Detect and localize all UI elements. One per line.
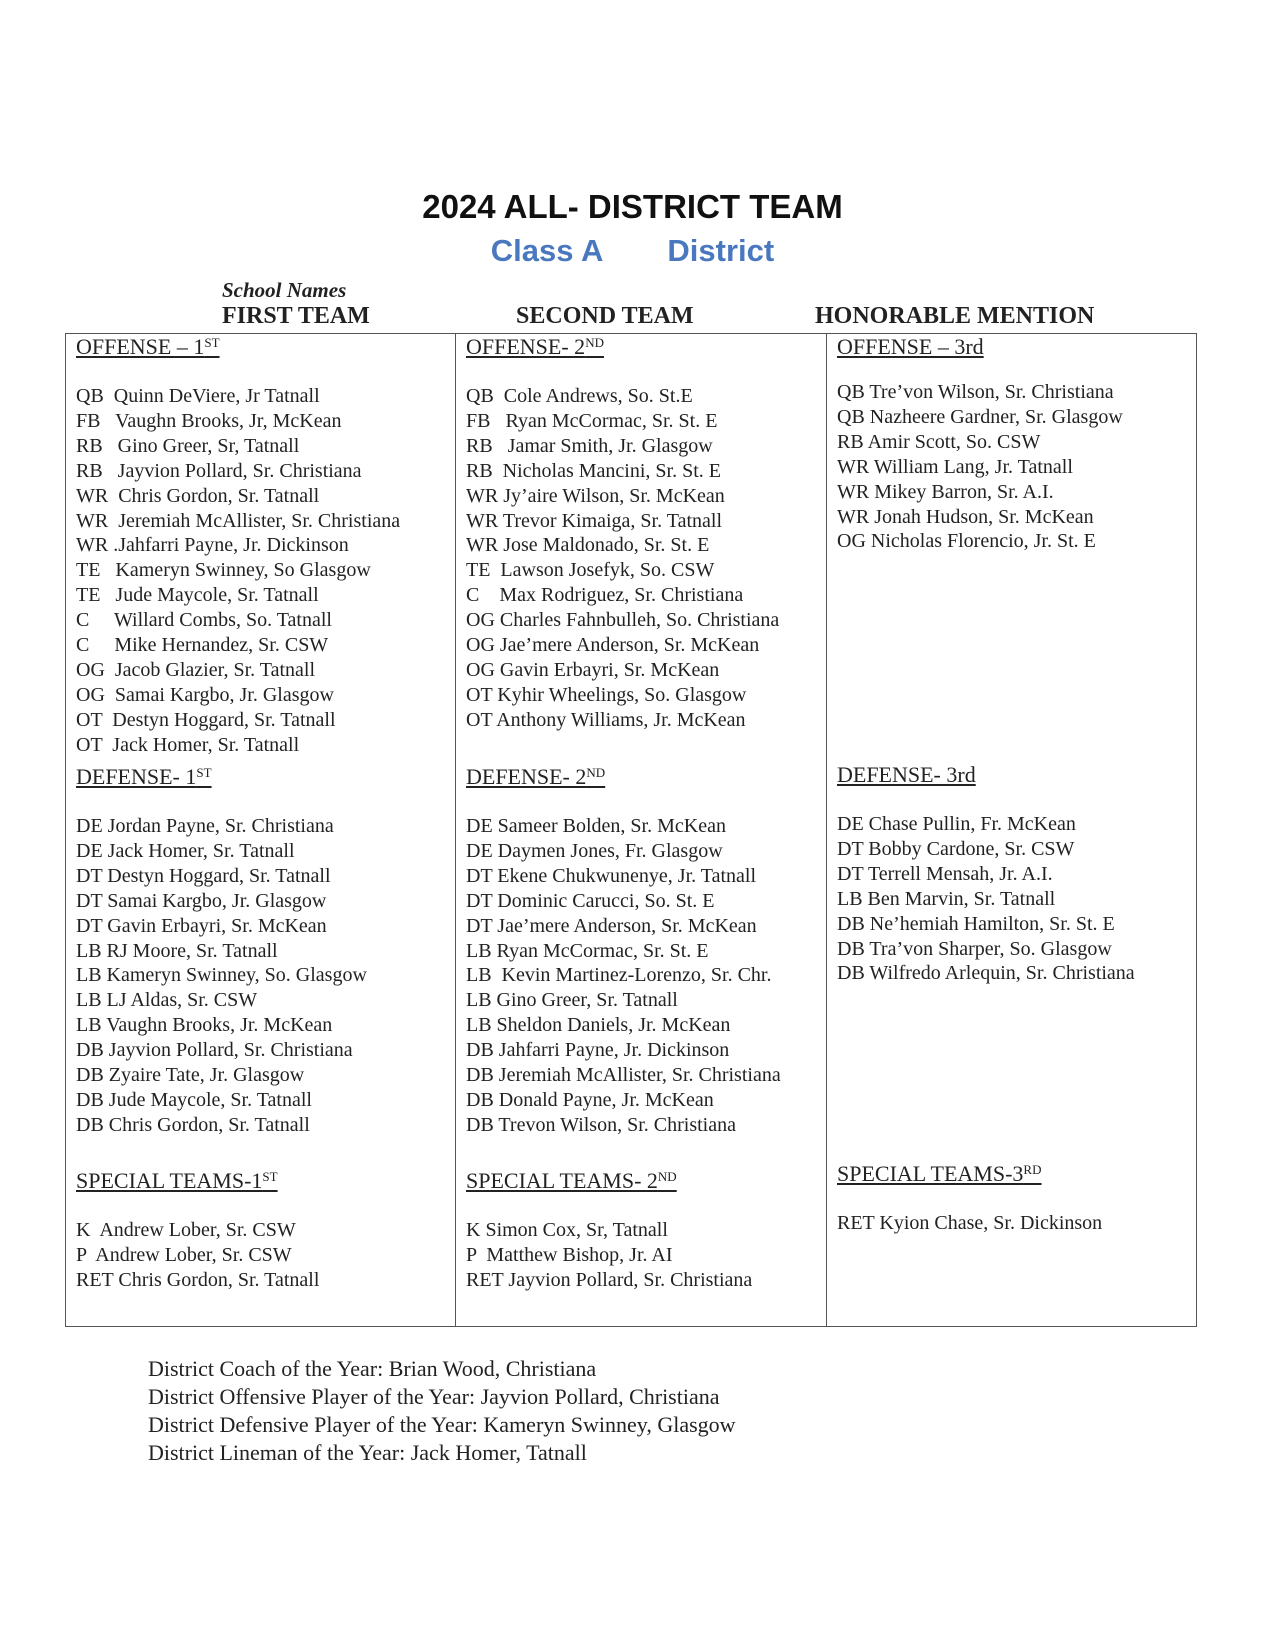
player-entry: QB Tre’von Wilson, Sr. Christiana <box>837 381 1114 403</box>
column-divider <box>826 334 827 1326</box>
player-entry: LB Vaughn Brooks, Jr. McKean <box>76 1014 333 1037</box>
hm-offense-list <box>837 380 1123 554</box>
second-defense-list <box>466 814 781 1138</box>
hm-special-section <box>837 1161 1102 1236</box>
player-entry: DT Gavin Erbayri, Sr. McKean <box>76 914 327 937</box>
player-entry: DB Chris Gordon, Sr. Tatnall <box>76 1113 310 1136</box>
player-entry: WR William Lang, Jr. Tatnall <box>837 455 1073 478</box>
player-entry: P Matthew Bishop, Jr. AI <box>466 1243 673 1266</box>
first-defense-heading: DEFENSE- 1ST <box>76 764 212 789</box>
player-entry: DB Tra’von Sharper, So. Glasgow <box>837 937 1112 960</box>
honorable-mention-heading: HONORABLE MENTION <box>815 303 1095 329</box>
player-entry: RB Jamar Smith, Jr. Glasgow <box>466 434 713 457</box>
second-special-list <box>466 1218 752 1293</box>
player-entry: DB Jeremiah McAllister, Sr. Christiana <box>466 1064 781 1087</box>
player-entry: OT Jack Homer, Sr. Tatnall <box>76 733 300 756</box>
first-special-heading: SPECIAL TEAMS-1ST <box>76 1168 278 1193</box>
player-entry: P Andrew Lober, Sr. CSW <box>76 1243 292 1266</box>
player-entry: DT Jae’mere Anderson, Sr. McKean <box>466 914 757 937</box>
player-entry: DE Chase Pullin, Fr. McKean <box>837 813 1076 835</box>
second-special-heading: SPECIAL TEAMS- 2ND <box>466 1168 677 1193</box>
player-entry: LB RJ Moore, Sr. Tatnall <box>76 939 278 962</box>
hm-special-list <box>837 1211 1102 1236</box>
award-line: District Defensive Player of the Year: Kameryn Swinney, Glasgow <box>148 1412 736 1437</box>
player-entry: LB LJ Aldas, Sr. CSW <box>76 989 258 1012</box>
award-line: District Lineman of the Year: Jack Homer, Tatnall <box>148 1440 587 1465</box>
player-entry: LB Kevin Martinez-Lorenzo, Sr. Chr. <box>466 964 772 987</box>
roster-table <box>65 333 1197 1327</box>
player-entry: OT Destyn Hoggard, Sr. Tatnall <box>76 708 336 731</box>
player-entry: DB Ne’hemiah Hamilton, Sr. St. E <box>837 912 1115 935</box>
second-special-section <box>466 1168 752 1293</box>
second-offense-section <box>466 334 779 733</box>
player-entry: OG Samai Kargbo, Jr. Glasgow <box>76 683 334 706</box>
player-entry: LB Kameryn Swinney, So. Glasgow <box>76 964 367 987</box>
player-entry: WR Mikey Barron, Sr. A.I. <box>837 480 1054 503</box>
player-entry: OG Jacob Glazier, Sr. Tatnall <box>76 658 316 681</box>
player-entry: C Max Rodriguez, Sr. Christiana <box>466 584 744 607</box>
award-line: District Offensive Player of the Year: Jayvion Pollard, Christiana <box>148 1384 720 1409</box>
player-entry: OG Nicholas Florencio, Jr. St. E <box>837 530 1096 553</box>
hm-defense-heading: DEFENSE- 3rd <box>837 762 976 787</box>
player-entry: DB Wilfredo Arlequin, Sr. Christiana <box>837 962 1135 985</box>
player-entry: WR .Jahfarri Payne, Jr. Dickinson <box>76 534 349 557</box>
player-entry: DE Jack Homer, Sr. Tatnall <box>76 839 295 862</box>
player-entry: DT Dominic Carucci, So. St. E <box>466 889 715 912</box>
player-entry: DT Bobby Cardone, Sr. CSW <box>837 837 1075 860</box>
player-entry: C Mike Hernandez, Sr. CSW <box>76 634 329 657</box>
player-entry: OT Anthony Williams, Jr. McKean <box>466 708 746 731</box>
player-entry: RB Jayvion Pollard, Sr. Christiana <box>76 459 362 482</box>
district-label: District <box>667 233 775 268</box>
first-team-heading: FIRST TEAM <box>222 303 370 329</box>
player-entry: RB Gino Greer, Sr, Tatnall <box>76 434 300 457</box>
first-defense-list <box>76 814 367 1138</box>
page-subtitle <box>0 233 1265 269</box>
hm-special-heading: SPECIAL TEAMS-3RD <box>837 1161 1042 1186</box>
player-entry: DE Sameer Bolden, Sr. McKean <box>466 815 726 837</box>
player-entry: LB Ryan McCormac, Sr. St. E <box>466 939 709 962</box>
second-defense-heading: DEFENSE- 2ND <box>466 764 606 789</box>
player-entry: RB Nicholas Mancini, Sr. St. E <box>466 459 721 482</box>
class-label: Class A <box>490 233 604 268</box>
hm-offense-heading: OFFENSE – 3rd <box>837 334 984 359</box>
player-entry: RET Kyion Chase, Sr. Dickinson <box>837 1212 1103 1234</box>
player-entry: DE Daymen Jones, Fr. Glasgow <box>466 839 723 862</box>
second-team-heading: SECOND TEAM <box>516 303 694 329</box>
player-entry: K Andrew Lober, Sr. CSW <box>76 1219 296 1241</box>
player-entry: DB Zyaire Tate, Jr. Glasgow <box>76 1064 305 1087</box>
player-entry: QB Cole Andrews, So. St.E <box>466 385 693 407</box>
first-special-list <box>76 1218 319 1293</box>
player-entry: DE Jordan Payne, Sr. Christiana <box>76 815 334 837</box>
player-entry: OG Charles Fahnbulleh, So. Christiana <box>466 609 780 632</box>
first-special-section <box>76 1168 319 1293</box>
player-entry: DT Destyn Hoggard, Sr. Tatnall <box>76 864 331 887</box>
player-entry: QB Nazheere Gardner, Sr. Glasgow <box>837 405 1123 428</box>
award-line: District Coach of the Year: Brian Wood, Christiana <box>148 1356 597 1381</box>
player-entry: WR Jy’aire Wilson, Sr. McKean <box>466 484 725 507</box>
second-offense-heading: OFFENSE- 2ND <box>466 334 604 359</box>
player-entry: DB Trevon Wilson, Sr. Christiana <box>466 1113 736 1136</box>
player-entry: DT Terrell Mensah, Jr. A.I. <box>837 862 1053 885</box>
player-entry: DB Jude Maycole, Sr. Tatnall <box>76 1088 312 1111</box>
hm-defense-list <box>837 812 1135 986</box>
player-entry: K Simon Cox, Sr, Tatnall <box>466 1219 668 1241</box>
player-entry: LB Gino Greer, Sr. Tatnall <box>466 989 678 1012</box>
player-entry: C Willard Combs, So. Tatnall <box>76 609 332 632</box>
player-entry: RET Chris Gordon, Sr. Tatnall <box>76 1268 320 1291</box>
player-entry: WR Jeremiah McAllister, Sr. Christiana <box>76 509 401 532</box>
awards-list <box>148 1355 736 1467</box>
player-entry: OG Jae’mere Anderson, Sr. McKean <box>466 634 760 657</box>
column-divider <box>455 334 456 1326</box>
player-entry: WR Chris Gordon, Sr. Tatnall <box>76 484 320 507</box>
player-entry: OG Gavin Erbayri, Sr. McKean <box>466 658 720 681</box>
page-title: 2024 ALL- DISTRICT TEAM <box>422 188 843 225</box>
first-offense-section <box>76 334 400 758</box>
first-offense-heading: OFFENSE – 1ST <box>76 334 220 359</box>
player-entry: OT Kyhir Wheelings, So. Glasgow <box>466 683 747 706</box>
second-defense-section <box>466 764 781 1138</box>
player-entry: LB Ben Marvin, Sr. Tatnall <box>837 887 1056 910</box>
player-entry: LB Sheldon Daniels, Jr. McKean <box>466 1014 731 1037</box>
hm-defense-section <box>837 762 1135 986</box>
player-entry: TE Jude Maycole, Sr. Tatnall <box>76 584 319 607</box>
player-entry: DB Jahfarri Payne, Jr. Dickinson <box>466 1039 730 1062</box>
player-entry: DB Jayvion Pollard, Sr. Christiana <box>76 1039 353 1062</box>
player-entry: FB Ryan McCormac, Sr. St. E <box>466 409 718 432</box>
player-entry: RET Jayvion Pollard, Sr. Christiana <box>466 1268 753 1291</box>
player-entry: DB Donald Payne, Jr. McKean <box>466 1088 714 1111</box>
player-entry: QB Quinn DeViere, Jr Tatnall <box>76 385 320 407</box>
player-entry: DT Samai Kargbo, Jr. Glasgow <box>76 889 327 912</box>
player-entry: RB Amir Scott, So. CSW <box>837 430 1041 453</box>
first-defense-section <box>76 764 367 1138</box>
hm-offense-section <box>837 334 1123 554</box>
player-entry: TE Lawson Josefyk, So. CSW <box>466 559 715 582</box>
player-entry: WR Trevor Kimaiga, Sr. Tatnall <box>466 509 722 532</box>
player-entry: WR Jonah Hudson, Sr. McKean <box>837 505 1094 528</box>
player-entry: DT Ekene Chukwunenye, Jr. Tatnall <box>466 864 757 887</box>
player-entry: TE Kameryn Swinney, So Glasgow <box>76 559 371 582</box>
player-entry: FB Vaughn Brooks, Jr, McKean <box>76 409 342 432</box>
school-names-label: School Names <box>222 278 347 302</box>
first-offense-list <box>76 384 400 758</box>
second-offense-list <box>466 384 779 733</box>
player-entry: WR Jose Maldonado, Sr. St. E <box>466 534 710 557</box>
